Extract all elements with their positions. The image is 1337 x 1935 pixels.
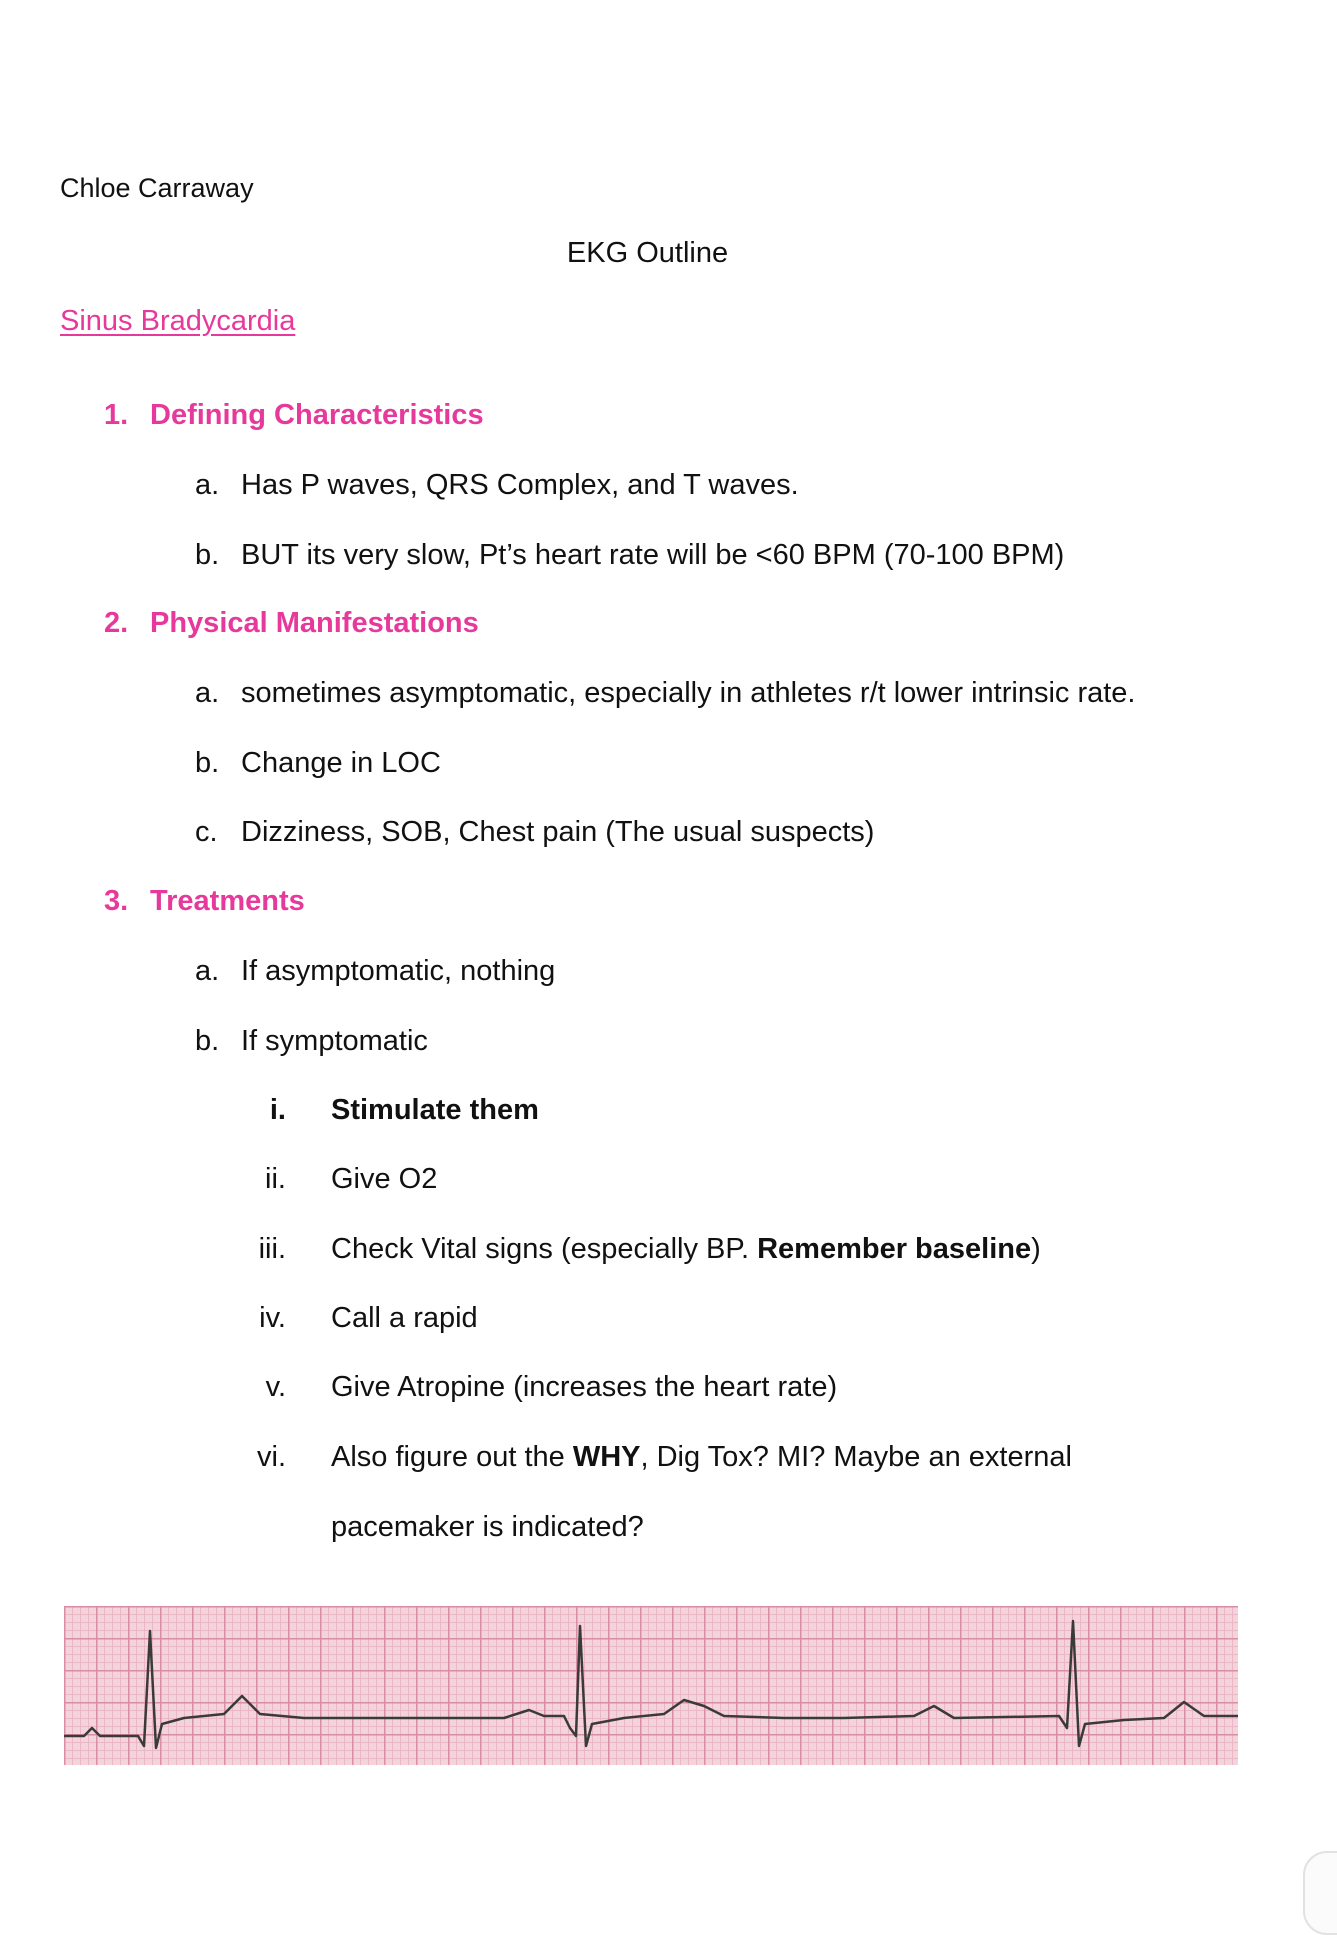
step-give-o2: Give O2	[331, 1163, 438, 1195]
roman-marker: vi.	[257, 1441, 286, 1473]
roman-marker: iv.	[259, 1302, 286, 1334]
document-title: EKG Outline	[566, 237, 729, 269]
list-text: BUT its very slow, Pt’s heart rate will be <60 BPM (70-100 BPM)	[241, 539, 1065, 571]
step-text: Check Vital signs (especially BP.	[331, 1233, 758, 1265]
step-call-rapid: Call a rapid	[331, 1302, 478, 1334]
heading-text: Treatments	[150, 885, 305, 917]
step-text: Also figure out the	[331, 1441, 573, 1473]
list-text: Has P waves, QRS Complex, and T waves.	[241, 469, 799, 501]
list-marker: b.	[195, 539, 220, 571]
list-text: If asymptomatic, nothing	[241, 955, 556, 987]
list-text: Change in LOC	[241, 747, 441, 779]
list-marker: a.	[195, 469, 220, 501]
roman-marker: ii.	[265, 1163, 286, 1195]
step-emphasis: WHY	[572, 1441, 641, 1473]
list-item	[195, 816, 874, 849]
ekg-waveform	[64, 1621, 1238, 1748]
list-text: Dizziness, SOB, Chest pain (The usual suspects)	[241, 816, 875, 848]
ekg-strip-image	[64, 1606, 1238, 1765]
step-give-atropine: Give Atropine (increases the heart rate)	[331, 1371, 838, 1403]
heading-defining-characteristics	[104, 399, 484, 432]
step-emphasis: Remember baseline	[757, 1233, 1032, 1265]
roman-marker: i.	[269, 1094, 286, 1126]
step-check-vitals	[331, 1233, 1041, 1266]
step-stimulate: Stimulate them	[331, 1094, 539, 1126]
list-item	[195, 747, 441, 780]
roman-marker: iii.	[258, 1233, 286, 1265]
step-text: )	[1031, 1233, 1041, 1265]
roman-marker: v.	[265, 1371, 286, 1403]
step-text: , Dig Tox? MI? Maybe an external	[640, 1441, 1072, 1473]
heading-text: Physical Manifestations	[150, 607, 479, 639]
section-title: Sinus Bradycardia	[60, 305, 296, 337]
list-item	[195, 677, 1135, 710]
list-marker: a.	[195, 955, 220, 987]
list-item	[195, 469, 799, 502]
list-marker: a.	[195, 677, 220, 709]
heading-text: Defining Characteristics	[150, 399, 484, 431]
heading-physical-manifestations	[104, 607, 479, 640]
heading-number: 1.	[104, 399, 129, 431]
author-name: Chloe Carraway	[60, 173, 254, 203]
list-item	[195, 955, 555, 988]
heading-treatments	[104, 885, 305, 918]
list-marker: b.	[195, 747, 220, 779]
heading-number: 3.	[104, 885, 129, 917]
heading-number: 2.	[104, 607, 129, 639]
list-text: If symptomatic	[241, 1025, 428, 1057]
step-figure-out-why-continued: pacemaker is indicated?	[331, 1511, 644, 1543]
list-item	[195, 1025, 428, 1058]
list-marker: c.	[195, 816, 218, 848]
ekg-trace	[64, 1606, 1238, 1765]
list-marker: b.	[195, 1025, 220, 1057]
step-figure-out-why	[331, 1441, 1072, 1474]
list-item	[195, 539, 1064, 572]
list-text: sometimes asymptomatic, especially in athletes r/t lower intrinsic rate.	[241, 677, 1136, 709]
page-corner-decoration	[1303, 1851, 1337, 1935]
